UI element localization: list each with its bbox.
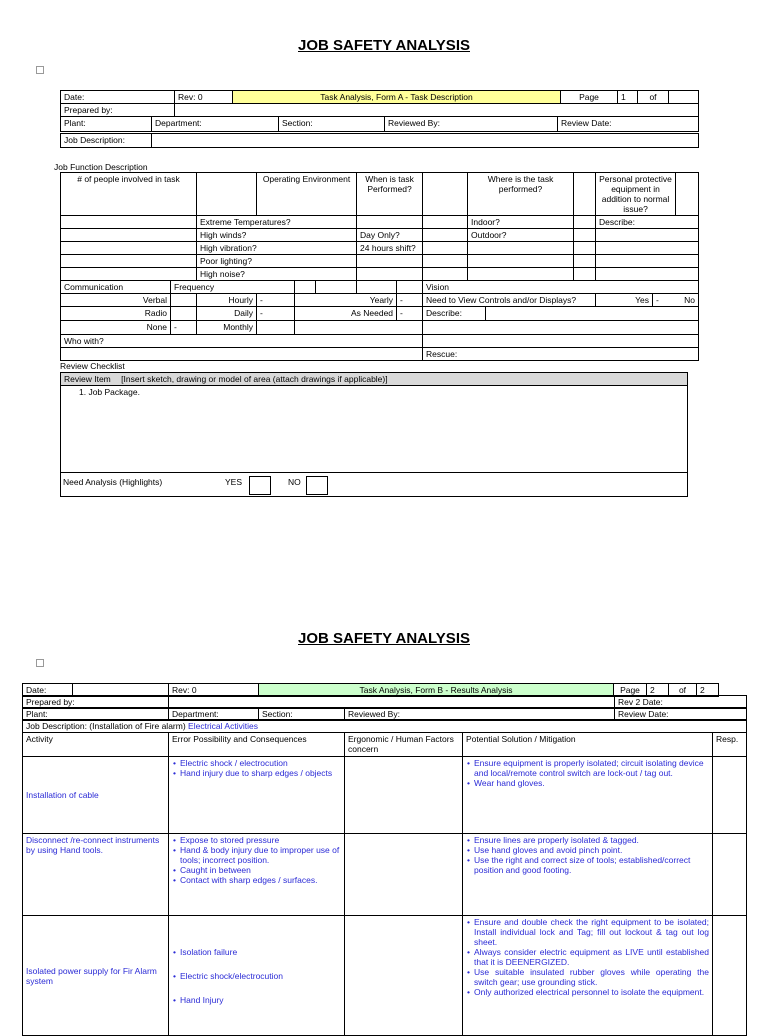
error-cell [169,757,345,834]
where-check-cell [574,173,596,216]
p2-plant-label: Plant: [23,708,169,721]
need-view-controls-label: Need to View Controls and/or Displays? [423,294,596,307]
p2-page-label: Page [614,684,647,697]
form-a-plant-row [60,116,699,132]
p2-prepared-by-label: Prepared by: [23,696,169,709]
people-count-cell [197,173,257,216]
form-a-title: Task Analysis, Form A - Task Description [233,91,561,104]
p2-job-description-label: Job Description: (Installation of Fire alarm) [26,721,186,731]
prepared-by-label: Prepared by: [61,104,175,117]
ergonomic-cell [345,757,463,834]
high-noise-label: High noise? [197,268,357,281]
when-performed-header: When is task Performed? [357,173,423,216]
communication-label: Communication [61,281,171,294]
solution-item: • Ensure and double check the right equipment to be isolated; Install individual lock and Tag; fill out lockout & tag out log sheet. [474,917,709,947]
yearly-label: Yearly [295,294,397,307]
reviewed-by-label: Reviewed By: [385,117,558,132]
blank-cell [61,229,197,242]
error-item: • Caught in between [180,865,341,875]
job-package-item: 1. Job Package. [79,387,140,397]
resp-cell [713,757,747,834]
activity-cell: Disconnect /re-connect instruments by using Hand tools. [23,834,169,916]
blank-cell [574,242,596,255]
p2-page-number: 2 [647,684,669,697]
vision-yes-dash: - [656,295,659,305]
blank-cell [596,242,699,255]
monthly-label: Monthly [197,321,257,335]
solution-item: • Always consider electric equipment as LIVE until established that it is DEENERGIZED. [474,947,709,967]
hourly-label: Hourly [197,294,257,307]
page-label: Page [561,91,618,104]
monthly-value[interactable] [257,321,295,335]
error-item: • Isolation failure [180,940,341,964]
error-item: • Hand & body injury due to improper use of tools; incorrect position. [180,845,341,865]
blank-cell [171,307,197,321]
ppe-describe-label: Describe: [596,216,699,229]
yes-checkbox[interactable] [249,476,271,495]
review-checklist-label: Review Checklist [60,361,125,371]
p2-section-label: Section: [259,708,345,721]
page1-title: JOB SAFETY ANALYSIS [298,37,470,54]
high-vibration-label: High vibration? [197,242,357,255]
indoor-label: Indoor? [468,216,574,229]
yes-label: YES [225,477,243,487]
error-header: Error Possibility and Consequences [169,733,345,757]
rev2-date-label: Rev 2 Date: [615,696,747,709]
blank-cell [61,255,197,268]
solution-item: • Use suitable insulated rubber gloves while operating the switch gear; use grounding stick. [474,967,709,987]
error-item: • Hand Injury [180,988,341,1012]
review-date-label: Review Date: [558,117,699,132]
p2-of-number: 2 [697,684,719,697]
blank-cell [171,294,197,307]
as-needed-label: As Needed [295,307,397,321]
vision-yes-label: Yes [596,294,653,307]
solution-cell [463,834,713,916]
blank-cell [423,216,468,229]
review-item-header [61,373,687,386]
error-cell [169,916,345,1036]
resp-header: Resp. [713,733,747,757]
of-value[interactable] [669,91,699,104]
blank-cell [357,281,397,294]
error-item: • Electric shock/electrocution [180,964,341,988]
people-involved-header: # of people involved in task [61,173,197,216]
blank-cell [423,268,468,281]
outdoor-label: Outdoor? [468,229,574,242]
blank-cell [423,242,468,255]
prepared-by-field[interactable] [175,104,699,117]
who-with-label: Who with? [61,335,423,348]
no-label: NO [288,477,301,487]
plant-label: Plant: [61,117,152,132]
solution-cell [463,757,713,834]
blank-cell [316,281,357,294]
error-cell [169,834,345,916]
insert-sketch-label: [Insert sketch, drawing or model of area (attach drawings if applicable)] [121,374,388,384]
p2-date-label: Date: [23,684,73,697]
frequency-label: Frequency [171,281,295,294]
ppe-check-cell [676,173,699,216]
vision-label: Vision [423,281,699,294]
p2-department-label: Department: [169,708,259,721]
page2-title: JOB SAFETY ANALYSIS [298,630,470,647]
verbal-label: Verbal [61,294,171,307]
job-description-field[interactable] [152,134,699,148]
p2-job-description-value: Electrical Activities [188,721,258,731]
activity-header: Activity [23,733,169,757]
of-label: of [638,91,669,104]
radio-label: Radio [61,307,171,321]
review-checklist-box [60,372,688,497]
blank-cell [574,268,596,281]
job-function-description-label: Job Function Description [54,162,148,172]
day-only-label: Day Only? [357,229,423,242]
where-performed-header: Where is the task performed? [468,173,574,216]
as-needed-value[interactable]: - [397,307,423,321]
hourly-value[interactable]: - [257,294,295,307]
p2-reviewed-by-label: Reviewed By: [345,708,615,721]
blank-cell [423,229,468,242]
ppe-header: Personal protective equipment in addition to normal issue? [596,173,676,216]
daily-label: Daily [197,307,257,321]
vision-describe-field[interactable] [486,307,699,321]
blank-cell [574,255,596,268]
error-item: • Expose to stored pressure [180,835,341,845]
solution-item: • Use hand gloves and avoid pinch point. [474,845,709,855]
page-number: 1 [618,91,638,104]
none-value[interactable]: - [171,321,197,335]
error-item: • Contact with sharp edges / surfaces. [180,875,341,885]
need-analysis-label: Need Analysis (Highlights) [63,477,163,487]
yearly-value[interactable]: - [397,294,423,307]
p2-of-label: of [669,684,697,697]
vision-yes-value[interactable] [653,294,699,307]
section-label: Section: [279,117,385,132]
blank-cell [61,242,197,255]
vision-describe-label: Describe: [423,307,486,321]
blank-cell [61,348,423,361]
24-hours-shift-label: 24 hours shift? [357,242,423,255]
blank-cell [423,321,699,335]
blank-cell [468,268,574,281]
no-checkbox[interactable] [306,476,328,495]
when-check-cell [423,173,468,216]
poor-lighting-label: Poor lighting? [197,255,357,268]
form-a-jobdesc-row [60,133,699,148]
daily-value[interactable]: - [257,307,295,321]
solution-item: • Ensure equipment is properly isolated; circuit isolating device and local/remote control switch are lock-out / tag out. [474,758,709,778]
form-b-title: Task Analysis, Form B - Results Analysis [259,684,614,697]
activity-cell: Installation of cable [23,757,169,834]
blank-cell [596,255,699,268]
blank-cell [397,281,423,294]
solution-item: • Wear hand gloves. [474,778,709,788]
blank-cell [468,242,574,255]
error-item: • Electric shock / electrocution [180,758,341,768]
p2-job-description [23,720,747,733]
solution-item: • Only authorized electrical personnel to isolate the equipment. [474,987,709,997]
blank-cell [423,255,468,268]
blank-cell [357,255,423,268]
divider [61,472,687,473]
p2-review-date-label: Review Date: [615,708,747,721]
blank-cell [295,281,316,294]
rev-label: Rev: 0 [175,91,233,104]
review-item-label: Review Item [64,374,111,384]
vision-no-label: No [684,295,696,305]
error-item: • Hand injury due to sharp edges / objects [180,768,341,778]
high-winds-label: High winds? [197,229,357,242]
resp-cell [713,916,747,1036]
form-a-header [60,90,699,117]
department-label: Department: [152,117,279,132]
checkbox-glyph-icon [36,659,44,667]
form-b-body [22,719,747,1036]
date-label: Date: [61,91,175,104]
p2-rev-label: Rev: 0 [169,684,259,697]
blank-cell [574,216,596,229]
job-description-label: Job Description: [61,134,152,148]
blank-cell [61,268,197,281]
solution-cell [463,916,713,1036]
rescue-label: Rescue: [423,348,699,361]
blank-cell [61,216,197,229]
none-label: None [61,321,171,335]
ergonomic-cell [345,916,463,1036]
blank-cell [357,268,423,281]
resp-cell [713,834,747,916]
blank-cell [295,321,423,335]
activity-cell: Isolated power supply for Fir Alarm system [23,916,169,1036]
blank-cell [574,229,596,242]
blank-cell [596,229,699,242]
solution-item: • Ensure lines are properly isolated & tagged. [474,835,709,845]
solution-header: Potential Solution / Mitigation [463,733,713,757]
blank-cell [423,335,699,348]
job-function-table [60,172,699,361]
operating-environment-header: Operating Environment [257,173,357,216]
solution-item: • Use the right and correct size of tools; established/correct position and good footing. [474,855,709,875]
checkbox-glyph-icon [36,66,44,74]
blank-cell [357,216,423,229]
ergonomic-header: Ergonomic / Human Factors concern [345,733,463,757]
extreme-temperatures-label: Extreme Temperatures? [197,216,357,229]
ergonomic-cell [345,834,463,916]
blank-cell [596,268,699,281]
blank-cell [468,255,574,268]
